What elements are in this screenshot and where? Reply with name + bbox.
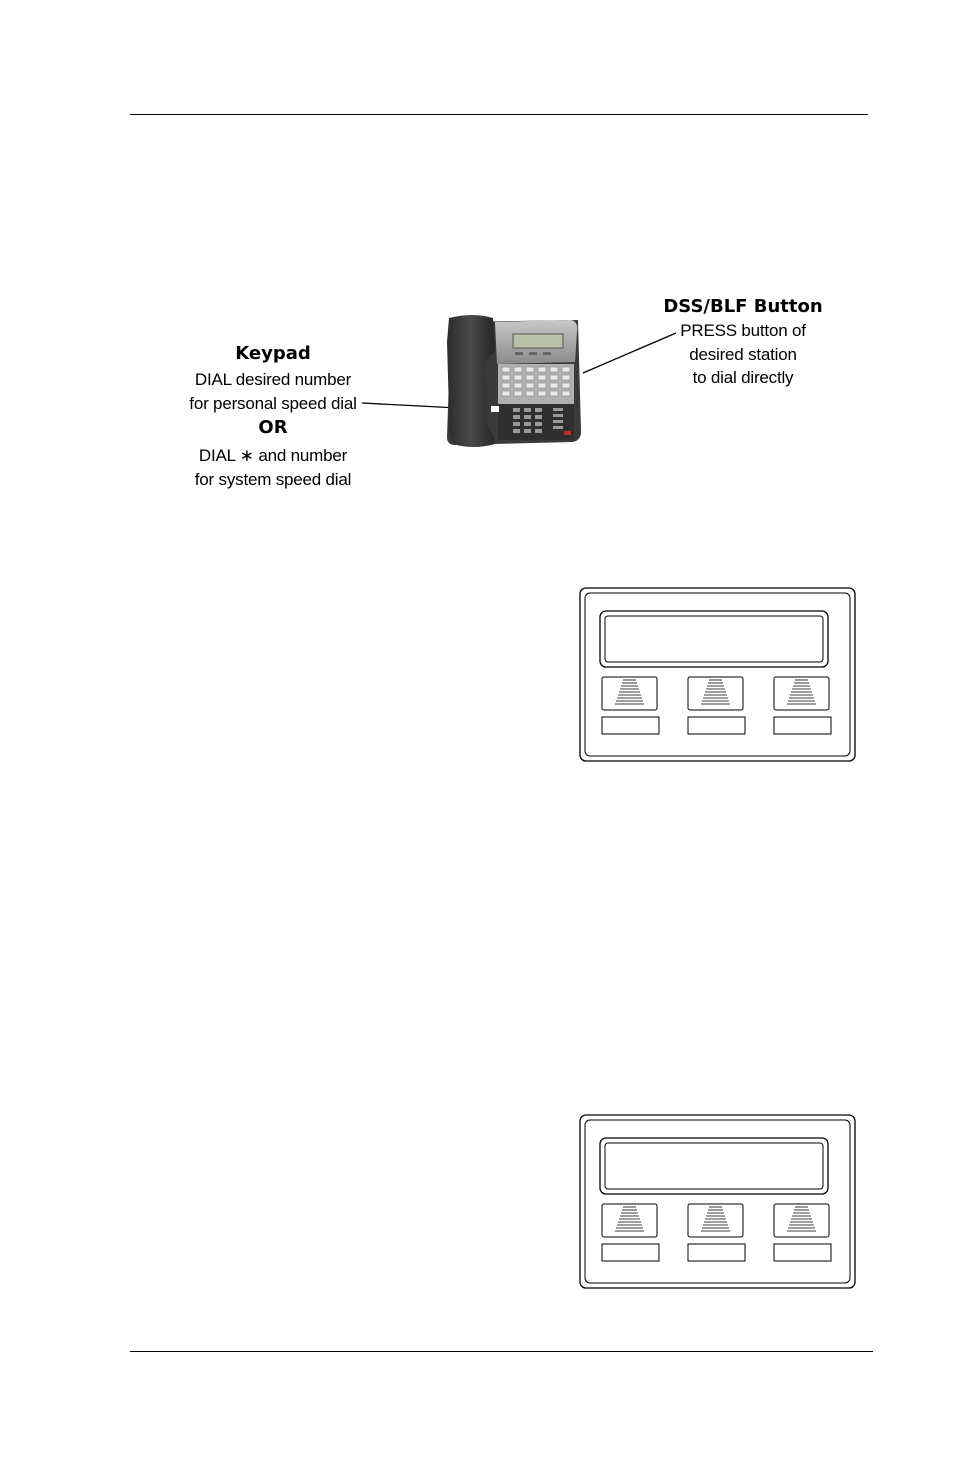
dss-callout-title: DSS/BLF Button [663, 296, 823, 317]
dss-callout-line1: PRESS button of [680, 321, 806, 340]
keypad-callout-line2: for personal speed dial [189, 394, 357, 413]
dss-callout-line3: to dial directly [692, 368, 794, 387]
dss-leader-line [583, 333, 676, 373]
display-panel-illustration-1 [578, 586, 858, 764]
keypad-callout-title: Keypad [235, 343, 311, 364]
bottom-rule [130, 1351, 873, 1352]
dss-callout-line2: desired station [689, 345, 797, 364]
keypad-callout-or: OR [258, 417, 288, 438]
display-panel-illustration-2 [578, 1113, 858, 1291]
telephone-icon [443, 312, 585, 448]
keypad-callout-line3: DIAL ∗ and number [198, 446, 348, 465]
keypad-callout-line1: DIAL desired number [194, 370, 352, 389]
keypad-callout-line4: for system speed dial [194, 470, 352, 489]
